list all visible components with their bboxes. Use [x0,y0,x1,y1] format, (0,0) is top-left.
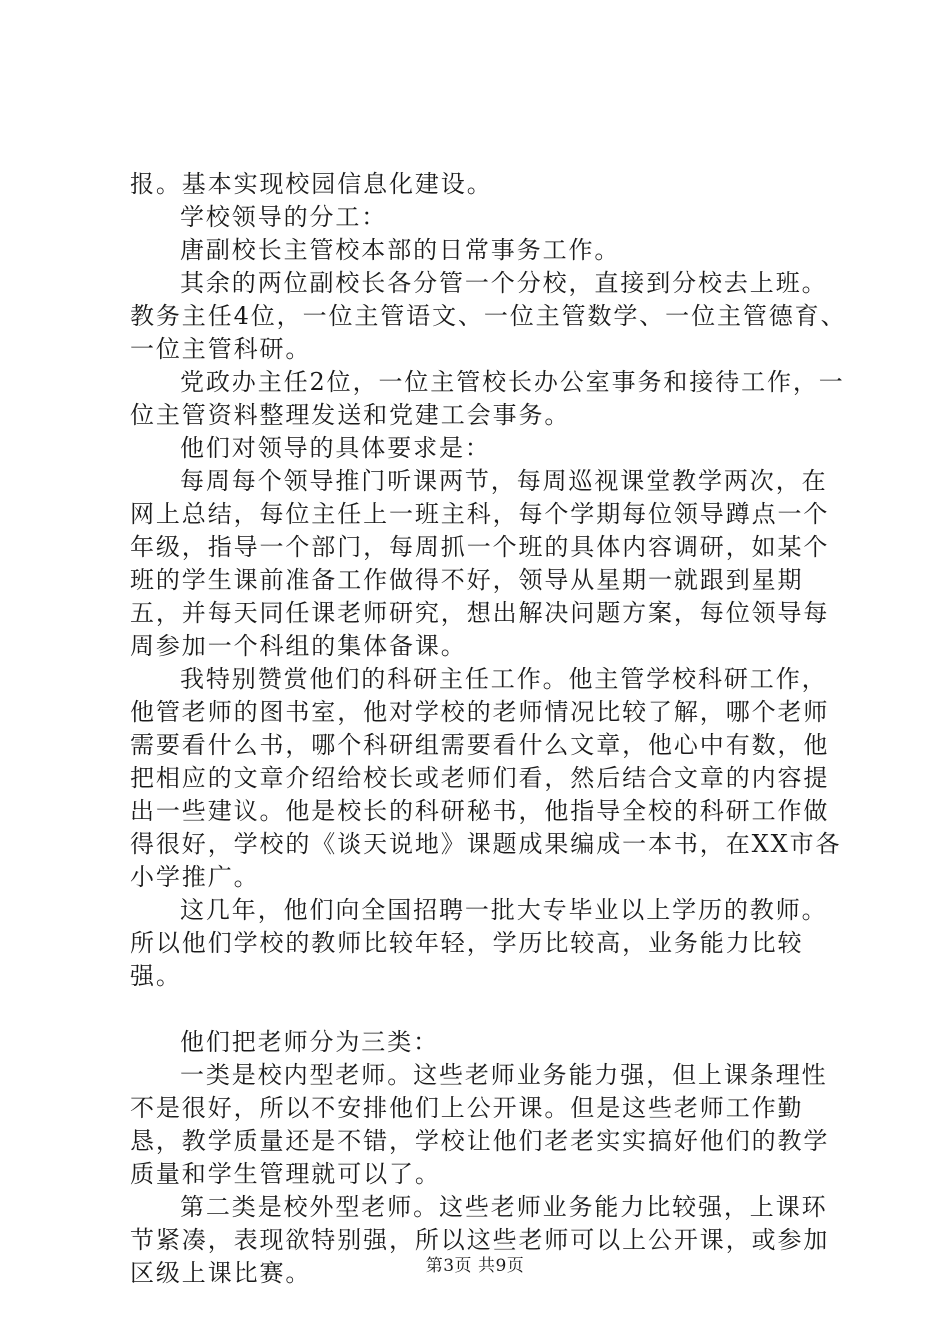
paragraph: 学校领导的分工： [180,203,388,231]
paragraph: 其余的两位副校长各分管一个分校，直接到分校去上班。教务主任4位，一位主管语文、一位主管数学、一位主管德育、一位主管科研。 [130,269,847,363]
paragraph: 第二类是校外型老师。这些老师业务能力比较强，上课环节紧凑，表现欲特别强，所以这些老师可以上公开课，或参加区级上课比赛。 [130,1193,830,1287]
paragraph: 我特别赞赏他们的科研主任工作。他主管学校科研工作，他管老师的图书室，他对学校的老师情况比较了解，哪个老师需要看什么书，哪个科研组需要看什么文章，他心中有数，他把相应的文章介绍给校长或老师们看，然后结合文章的内容提出一些建议。他是校长的科研秘书，他指导全校的科研工作做得很好，学校的《谈天说地》课题成果编成一本书，在XX市各小学推广。 [130,665,842,891]
paragraph: 党政办主任2位，一位主管校长办公室事务和接待工作，一位主管资料整理发送和党建工会事务。 [130,368,845,429]
paragraph: 他们把老师分为三类： [180,1028,439,1056]
document-body [130,168,850,1290]
paragraph: 报。基本实现校园信息化建设。 [130,170,493,198]
paragraph: 他们对领导的具体要求是： [180,434,491,462]
paragraph: 每周每个领导推门听课两节，每周巡视课堂教学两次，在网上总结，每位主任上一班主科，每个学期每位领导蹲点一个年级，指导一个部门，每周抓一个班的具体内容调研，如某个班的学生课前准备工作做得不好，领导从星期一就跟到星期五，并每天同任课老师研究，想出解决问题方案，每位领导每周参加一个科组的集体备课。 [130,467,830,660]
paragraph: 一类是校内型老师。这些老师业务能力强，但上课条理性不是很好，所以不安排他们上公开课。但是这些老师工作勤恳，教学质量还是不错，学校让他们老老实实搞好他们的教学质量和学生管理就可以了。 [130,1061,830,1188]
paragraph: 唐副校长主管校本部的日常事务工作。 [180,236,621,264]
page-number-footer: 第3页 共9页 [425,1256,525,1276]
paragraph: 这几年，他们向全国招聘一批大专毕业以上学历的教师。所以他们学校的教师比较年轻，学历比较高，业务能力比较强。 [130,896,828,990]
